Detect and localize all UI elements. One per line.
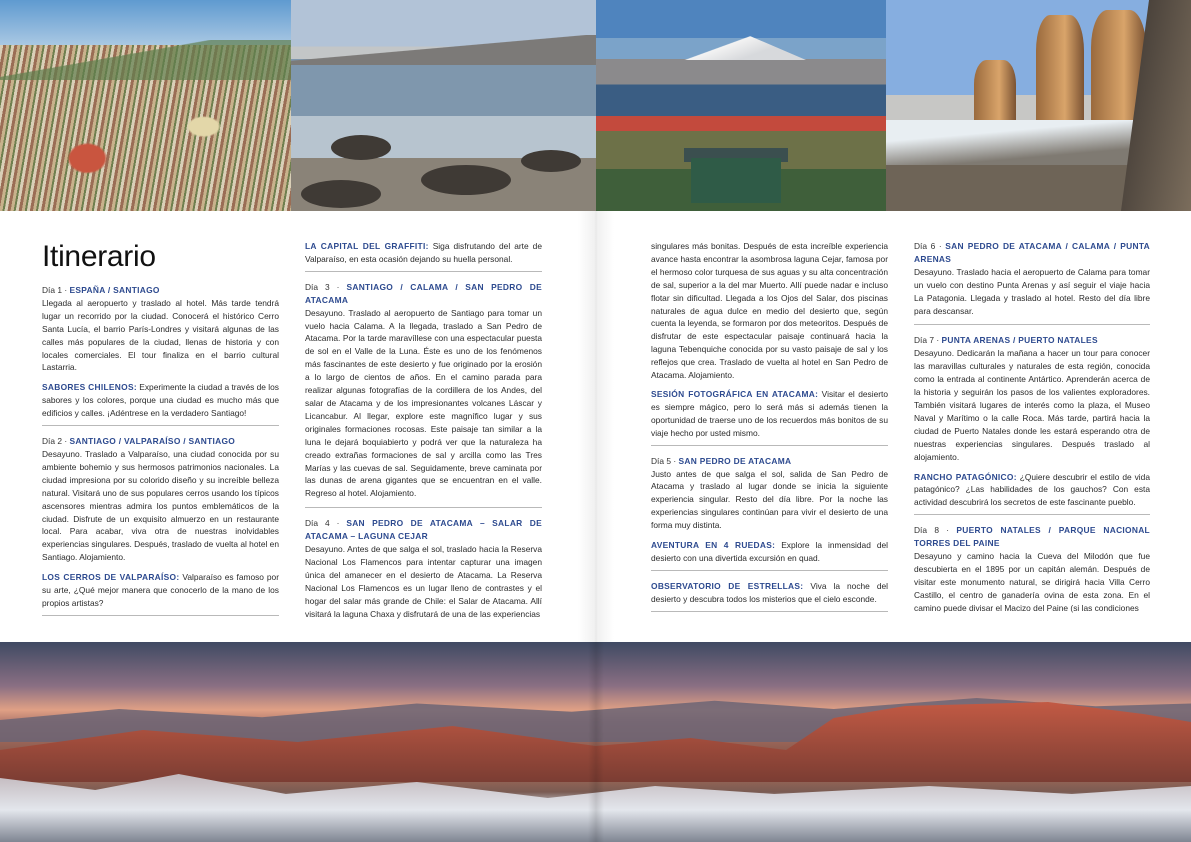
day-number: Día 5 [651, 455, 672, 466]
divider [305, 507, 542, 508]
experience-capital-graffiti [305, 240, 542, 272]
experience-label: RANCHO PATAGÓNICO: [914, 471, 1017, 482]
photo-rock [331, 135, 391, 160]
day-5: Día 5 · SAN PEDRO DE ATACAMA Justo antes de que salga el sol, salida de San Pedro de Atacama y traslado al lugar donde se inicia la siguiente experiencia singular. Resto del día libre. Por la noche las experiencias singulares continúan para vivir el desierto de una forma muy distinta. [651, 455, 888, 531]
experience-text: Experimente la ciudad a través de los sabores y los colores, porque una ciudad es mucho más que edificios y calles. ¡Adéntrese en la verdadero Santiago! [42, 382, 279, 419]
photo-lagoon [291, 0, 596, 211]
experience-text: Viva la noche del desierto y descubra todos los misterios que el cielo esconde. [651, 580, 888, 604]
photo-snow-peak [666, 30, 806, 60]
experience-sesion-fotografica [651, 388, 888, 446]
text-column-1 [42, 240, 279, 625]
photo-hill [0, 40, 291, 80]
photo-valparaiso [0, 0, 291, 211]
divider [914, 324, 1150, 325]
day-text: Llegada al aeropuerto y traslado al hotel. Más tarde tendrá lugar un recorrido por la ciudad. Conocerá el histórico Cerro Santa Lucía, el barrio París-Londres y visitará algunas de las calles más populares de la ciudad, llenas de historia y con locales comerciales. El tour finaliza en el barrio cultural Lastarria. [42, 297, 279, 373]
day-4: Día 4 · SAN PEDRO DE ATACAMA – SALAR DE ATACAMA – LAGUNA CEJAR Desayuno. Antes de que salga el sol, traslado hacia la Reserva Nacional Los Flamencos para intentar capturar una imagen única del amanecer en el desierto de Atacama. La Reserva Nacional Los Flamencos es un lugar lleno de contrastes y el hogar del salar más grande de Chile: el Salar de Atacama. Allí visitará la laguna Chaxa y disfrutará de una de las experiencias [305, 518, 542, 619]
day-number: Día 4 [305, 518, 330, 529]
day-route: SANTIAGO / VALPARAÍSO / SANTIAGO [69, 436, 236, 447]
photo-rock [421, 165, 511, 195]
experience-text: Valparaíso es famoso por su arte, ¿Qué mejor manera que conocerlo de la mano de los propios artistas? [42, 572, 279, 608]
day-number: Día 6 [914, 241, 936, 251]
day-text: Desayuno y camino hacia la Cueva del Milodón que fue descubierta en el 1895 por un capitán alemán. Después de visitar este monumento natural, se dirigirá hacia Villa Cerro Castillo, el centro de ganadería ovina de esta zona. En el camino puede divisar el Macizo del Paine (si las condiciones [914, 551, 1150, 613]
photo-mountains [291, 35, 596, 65]
day-1: Día 1 · ESPAÑA / SANTIAGO Llegada al aeropuerto y traslado al hotel. Más tarde tendrá lugar un recorrido por la ciudad. Conocerá el histórico Cerro Santa Lucía, el barrio París-Londres y visitará algunas de las calles más populares de la ciudad, llenas de historia y con locales comerciales. El tour finaliza en el barrio cultural Lastarria. [42, 285, 279, 373]
photo-valle-de-la-luna-panorama [0, 642, 1191, 842]
experience-sabores-chilenos [42, 381, 279, 426]
day-number: Día 8 [914, 525, 939, 536]
day-route: SAN PEDRO DE ATACAMA / CALAMA / PUNTA ARENAS [914, 241, 1150, 264]
day-text: Justo antes de que salga el sol, salida de San Pedro de Atacama y traslado al lugar donde se inicia la siguiente experiencia singular. Resto del día libre. Por la noche las experiencias singulares continúan para vivir el desierto de una forma muy distinta. [651, 468, 888, 531]
photo-torres-del-paine [886, 0, 1191, 211]
experience-label: LOS CERROS DE VALPARAÍSO: [42, 572, 180, 583]
experience-text: Visitar el desierto es siempre mágico, pero lo será más si además tienen la oportunidad de traerse uno de los recuerdos más bonitos de su viaje hecho por usted mismo. [651, 388, 888, 438]
day-text: Desayuno. Traslado a Valparaíso, una ciudad conocida por su ambiente bohemio y sus hermosos patrimonios nacionales. La ciudad impresiona por su colorido diseño y su increíble belleza natural. Visitará uno de sus populares cerros usando los típicos ascensores mientras admira los puntos emblemáticos de la ciudad. Disfrute de un exquisito almuerzo en un restaurante local. Para acabar, viva otra de nuestras inolvidables experiencias singulares. Después, traslado de vuelta al hotel en Santiago. Alojamiento. [42, 448, 279, 563]
photo-house [691, 158, 781, 203]
day-route: ESPAÑA / SANTIAGO [69, 285, 160, 295]
day-route: SANTIAGO / CALAMA / SAN PEDRO DE ATACAMA [305, 281, 542, 305]
photo-rock [521, 150, 581, 172]
day-text: Desayuno. Traslado hacia el aeropuerto de Calama para tomar un vuelo con destino Punta Arenas y así seguir el viaje hacia La Patagonia. Llegada y traslado al hotel. Resto del día libre para descansar. [914, 266, 1150, 316]
day-route: SAN PEDRO DE ATACAMA – SALAR DE ATACAMA – LAGUNA CEJAR [305, 518, 542, 542]
day-2: Día 2 · SANTIAGO / VALPARAÍSO / SANTIAGO Desayuno. Traslado a Valparaíso, una ciudad conocida por su ambiente bohemio y sus hermosos patrimonios nacionales. La ciudad impresiona por su colorido diseño y su increíble belleza natural. Visitará uno de sus populares cerros usando los típicos ascensores mientras admira los puntos emblemáticos de la ciudad. Disfrute de un exquisito almuerzo en un restaurante local. Para acabar, viva otra de nuestras inolvidables experiencias singulares. Después, traslado de vuelta al hotel en Santiago. Alojamiento. [42, 436, 279, 563]
day-number: Día 3 [305, 281, 330, 292]
day-route: PUNTA ARENAS / PUERTO NATALES [941, 335, 1098, 346]
day-4-continued-text: singulares más bonitas. Después de esta increíble experiencia avance hasta encontrar la asombrosa laguna Cejar, famosa por el hermoso color turquesa de sus aguas y su alta concentración de sal, superior a la del mar Muerto. Allí puede nadar e incluso flotar sin dificultad. Llegada a los Ojos del Salar, dos piscinas naturales de agua dulce en medio del desierto que, según cuenta la leyenda, se formaron por dos meteoritos. Después de disfrutar de este espectacular paisaje continuará hacia la laguna Tebenquiche conocida por su vasto paisaje de sal y los reflejos que crea. Traslado de vuelta al hotel en San Pedro de Atacama. Alojamiento. [651, 241, 888, 381]
photo-rock [301, 180, 381, 208]
experience-label: SESIÓN FOTOGRÁFICA EN ATACAMA: [651, 388, 819, 399]
experience-text: Siga disfrutando del arte de Valparaíso, en esta ocasión dejando su huella personal. [305, 241, 542, 264]
day-text: Desayuno. Dedicarán la mañana a hacer un tour para conocer las maravillas culturales y naturales de esta región, conocida como la entrada al continente Antártico. Aprenderán acerca de la historia y seguirán los pasos de los valientes exploradores. También visitará lugares de interés como la plaza, el Museo Naval y Marítimo o la calle Roca. Más tarde, partirá hacia la ciudad de Puerto Natales donde les estará esperando otra de nuestras experiencias singulares. Después traslado al alojamiento. [914, 348, 1150, 462]
photo-tower [1036, 15, 1084, 135]
day-6: Día 6 · SAN PEDRO DE ATACAMA / CALAMA / PUNTA ARENAS Desayuno. Traslado hacia el aeropuerto de Calama para tomar un vuelo con destino Punta Arenas y así seguir el viaje hacia La Patagonia. Llegada y traslado al hotel. Resto del día libre para descansar. [914, 241, 1150, 316]
experience-label: SABORES CHILENOS: [42, 382, 137, 393]
day-route: SAN PEDRO DE ATACAMA [678, 455, 792, 466]
photo-punta-arenas [596, 0, 886, 211]
experience-rancho-patagonico [914, 471, 1150, 516]
day-7: Día 7 · PUNTA ARENAS / PUERTO NATALES Desayuno. Dedicarán la mañana a hacer un tour para conocer las maravillas culturales y naturales de esta región, conocida como la entrada al continente Antártico. Aprenderán acerca de la historia y seguirán los pasos de los valientes exploradores. También visitará lugares de interés como la plaza, el Museo Naval y Marítimo o la calle Roca. Más tarde, partirá hacia la ciudad de Puerto Natales donde les estará esperando otra de nuestras experiencias singulares. Después traslado al alojamiento. [914, 335, 1150, 462]
day-number: Día 1 [42, 285, 63, 295]
day-number: Día 7 [914, 335, 935, 346]
day-route: PUERTO NATALES / PARQUE NACIONAL TORRES DEL PAINE [914, 525, 1150, 549]
text-column-4 [914, 240, 1150, 622]
experience-cerros-valparaiso [42, 571, 279, 616]
experience-label: AVENTURA EN 4 RUEDAS: [651, 540, 776, 551]
day-text: Desayuno. Antes de que salga el sol, traslado hacia la Reserva Nacional Los Flamencos para intentar capturar una imagen única del amanecer en el desierto de Atacama. La Reserva Nacional Los Flamencos es un lugar lleno de contrastes y el hogar del salar más grande de Chile: el Salar de Atacama. Allí visitará la laguna Chaxa y disfrutará de una de las experiencias [305, 544, 542, 619]
photo-sky [0, 0, 291, 45]
experience-label: OBSERVATORIO DE ESTRELLAS: [651, 580, 804, 591]
experience-observatorio-estrellas [651, 580, 888, 612]
panorama-gutter-shade [588, 642, 604, 842]
day-8: Día 8 · PUERTO NATALES / PARQUE NACIONAL TORRES DEL PAINE Desayuno y camino hacia la Cueva del Milodón que fue descubierta en el 1895 por un capitán alemán. Después de visitar este monumento natural, se dirigirá hacia Villa Cerro Castillo, el centro de ganadería ovina de esta zona. En el camino puede divisar el Macizo del Paine (si las condiciones [914, 525, 1150, 613]
text-column-2 [305, 240, 542, 627]
page-gutter [578, 211, 614, 642]
experience-text: Explore la inmensidad del desierto con una divertida excursión en quad. [651, 540, 889, 563]
experience-text: ¿Quiere descubrir el estilo de vida patagónico? ¿Las habilidades de los gauchos? Con esta actividad descubrirá los secretos de este fascinante pueblo. [914, 471, 1150, 508]
text-column-3 [651, 240, 888, 621]
page-title: Itinerario [42, 240, 156, 273]
day-text: Desayuno. Traslado al aeropuerto de Santiago para tomar un vuelo hacia Calama. A la llegada, traslado a San Pedro de Atacama. Por la tarde maravíllese con una espectacular puesta de sol en el Valle de la Luna. Éste es uno de los fenómenos más fascinantes de este desierto y fue originado por la erosión a lo largo de cientos de años. En el camino parada para realizar algunas fotografías de la cordillera de los Andes, del salar de Atacama y de los impresionantes volcanes Láscar y Licancabur. Al llegar, explore este magnífico lugar y sus originales formaciones rocosas. Este paisaje tan similar a la luna le dejará boquiabierto y podrá ver que la naturaleza ha creado extrañas formaciones de sal y arcilla como las Tres Marías y las cuevas de sal. Seguidamente, breve caminata por las dunas de arena gigantes que se encuentran en el valle. Regreso al hotel. Alojamiento. [305, 307, 542, 499]
experience-aventura-4-ruedas [651, 539, 888, 571]
experience-label: LA CAPITAL DEL GRAFFITI: [305, 241, 429, 251]
day-number: Día 2 [42, 436, 63, 447]
day-3: Día 3 · SANTIAGO / CALAMA / SAN PEDRO DE ATACAMA Desayuno. Traslado al aeropuerto de Santiago para tomar un vuelo hacia Calama. A la llegada, traslado a San Pedro de Atacama. Por la tarde maravíllese con una espectacular puesta de sol en el Valle de la Luna. Éste es uno de los fenómenos más fascinantes de este desierto y fue originado por la erosión a lo largo de cientos de años. En el camino parada para realizar algunas fotografías de la cordillera de los Andes, del salar de Atacama y de los impresionantes volcanes Láscar y Licancabur. Al llegar, explore este magnífico lugar y sus originales formaciones rocosas. Este paisaje tan similar a la luna le dejará boquiabierto y podrá ver que la naturaleza ha creado extrañas formaciones de sal y arcilla como las Tres Marías y las cuevas de sal. Seguidamente, breve caminata por las dunas de arena gigantes que se encuentran en el valle. Regreso al hotel. Alojamiento. [305, 281, 542, 499]
